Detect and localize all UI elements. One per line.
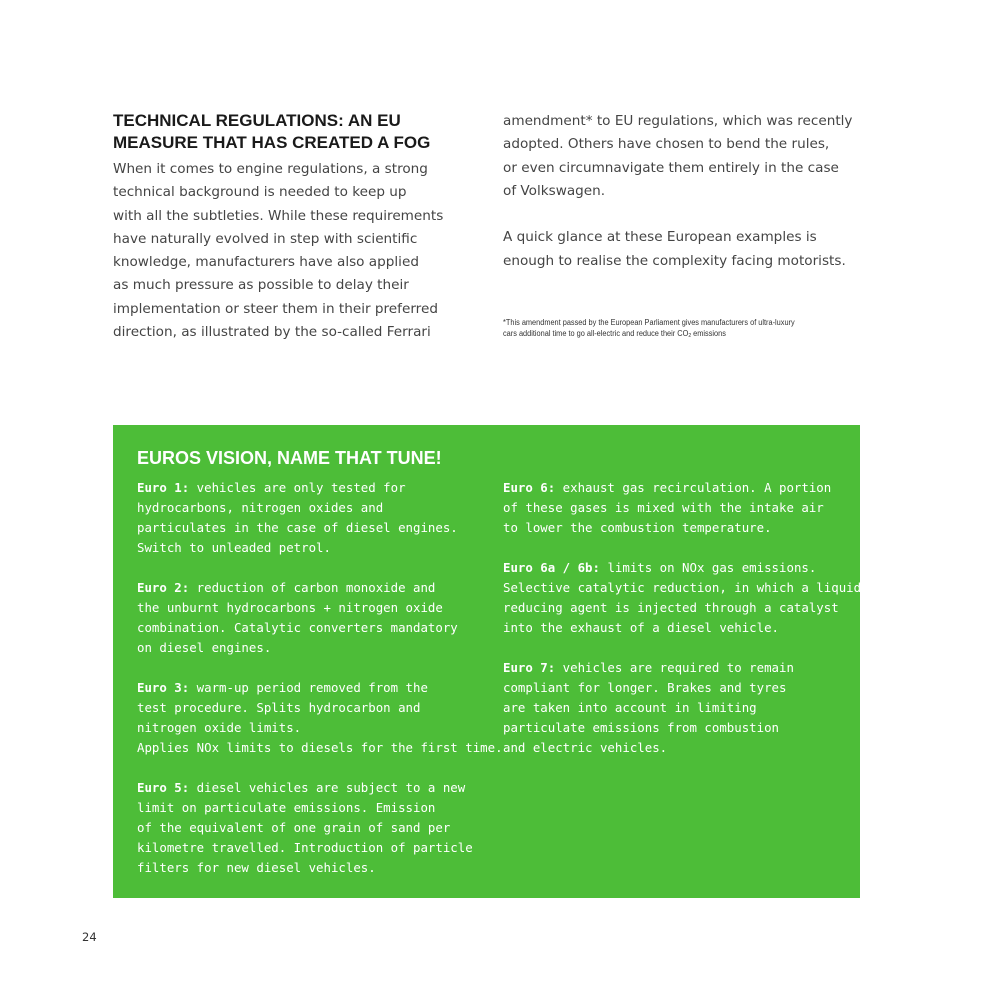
footnote [503, 318, 843, 341]
footnote-line: *This amendment passed by the European Parliament gives manufacturers of ultra-luxury [503, 318, 795, 327]
item-line: Selective catalytic reduction, in which a liquid [503, 580, 862, 595]
item-line: particulates in the case of diesel engines. [137, 520, 458, 535]
item-line: kilometre travelled. Introduction of particle [137, 840, 473, 855]
item-line: into the exhaust of a diesel vehicle. [503, 620, 780, 635]
item-text: exhaust gas recirculation. A portion [555, 480, 832, 495]
euro-item [137, 578, 482, 658]
euro-item [503, 658, 848, 758]
item-line: of the equivalent of one grain of sand per [137, 820, 451, 835]
item-line [503, 658, 848, 678]
body-line: have naturally evolved in step with scientific [113, 230, 418, 247]
item-line: the unburnt hydrocarbons + nitrogen oxide [137, 600, 443, 615]
body-line: or even circumnavigate them entirely in the case [503, 159, 839, 176]
item-label: Euro 1: [137, 480, 190, 495]
article-heading [113, 110, 463, 154]
item-line [137, 578, 482, 598]
item-line [503, 558, 848, 578]
body-line: enough to realise the complexity facing motorists. [503, 252, 846, 269]
body-line: A quick glance at these European examples is [503, 229, 817, 246]
item-label: Euro 6: [503, 480, 556, 495]
item-line: on diesel engines. [137, 640, 272, 655]
footnote-line [503, 329, 843, 342]
item-line: test procedure. Splits hydrocarbon and [137, 700, 421, 715]
euro-item [137, 678, 503, 758]
euro-item [503, 558, 862, 638]
footnote-subscript: 2 [688, 332, 692, 339]
paragraph-gap [503, 203, 873, 226]
item-line: reducing agent is injected through a catalyst [503, 600, 839, 615]
item-line: combination. Catalytic converters mandatory [137, 620, 458, 635]
euro-item [137, 778, 482, 878]
item-label: Euro 6a / 6b: [503, 560, 600, 575]
item-line: hydrocarbons, nitrogen oxides and [137, 500, 384, 515]
footnote-text: emissions [691, 328, 726, 338]
euro-item [137, 478, 482, 558]
item-label: Euro 3: [137, 680, 190, 695]
item-label: Euro 2: [137, 580, 190, 595]
item-line: are taken into account in limiting [503, 700, 757, 715]
item-text: vehicles are only tested for [189, 480, 406, 495]
item-line: Applies NOx limits to diesels for the first time. [137, 740, 503, 755]
left-body-text [113, 158, 463, 344]
box-title: EUROS VISION, NAME THAT TUNE! [137, 448, 442, 468]
euro-standards-box [113, 425, 860, 898]
body-line: amendment* to EU regulations, which was recently [503, 113, 853, 129]
item-line: compliant for longer. Brakes and tyres [503, 680, 787, 695]
item-line: nitrogen oxide limits. [137, 720, 302, 735]
item-line [137, 478, 482, 498]
euro-item [503, 478, 848, 538]
footnote-text: cars additional time to go all-electric and reduce their CO [503, 328, 689, 338]
right-body-text [503, 110, 873, 273]
item-line [137, 678, 482, 698]
item-line: of these gases is mixed with the intake air [503, 500, 824, 515]
item-line [137, 778, 482, 798]
item-line: to lower the combustion temperature. [503, 520, 772, 535]
item-line: filters for new diesel vehicles. [137, 860, 376, 875]
right-column [503, 110, 873, 273]
item-label: Euro 7: [503, 660, 556, 675]
item-text: reduction of carbon monoxide and [189, 580, 436, 595]
item-line: and electric vehicles. [503, 740, 668, 755]
page-number: 24 [82, 930, 97, 944]
body-line: knowledge, manufacturers have also applied [113, 254, 419, 271]
body-line: as much pressure as possible to delay their [113, 277, 409, 294]
item-label: Euro 5: [137, 780, 190, 795]
body-line: adopted. Others have chosen to bend the rules, [503, 136, 830, 153]
heading-line: MEASURE THAT HAS CREATED A FOG [113, 133, 431, 152]
item-text: limits on NOx gas emissions. [599, 560, 817, 575]
item-line: limit on particulate emissions. Emission [137, 800, 436, 815]
body-line: technical background is needed to keep up [113, 184, 407, 201]
box-right-column [503, 478, 862, 778]
item-line [503, 478, 848, 498]
body-line: of Volkswagen. [503, 182, 606, 199]
item-text: warm-up period removed from the [189, 680, 428, 695]
left-column [113, 110, 463, 344]
body-line: implementation or steer them in their preferred [113, 300, 438, 317]
item-line: particulate emissions from combustion [503, 720, 780, 735]
body-line: with all the subtleties. While these requirements [113, 207, 444, 224]
item-text: vehicles are required to remain [555, 660, 794, 675]
body-line: When it comes to engine regulations, a strong [113, 161, 428, 177]
body-line: direction, as illustrated by the so-called Ferrari [113, 324, 431, 341]
heading-line: TECHNICAL REGULATIONS: AN EU [113, 111, 401, 130]
item-text: diesel vehicles are subject to a new [189, 780, 466, 795]
box-left-column [137, 478, 503, 898]
item-line: Switch to unleaded petrol. [137, 540, 331, 555]
